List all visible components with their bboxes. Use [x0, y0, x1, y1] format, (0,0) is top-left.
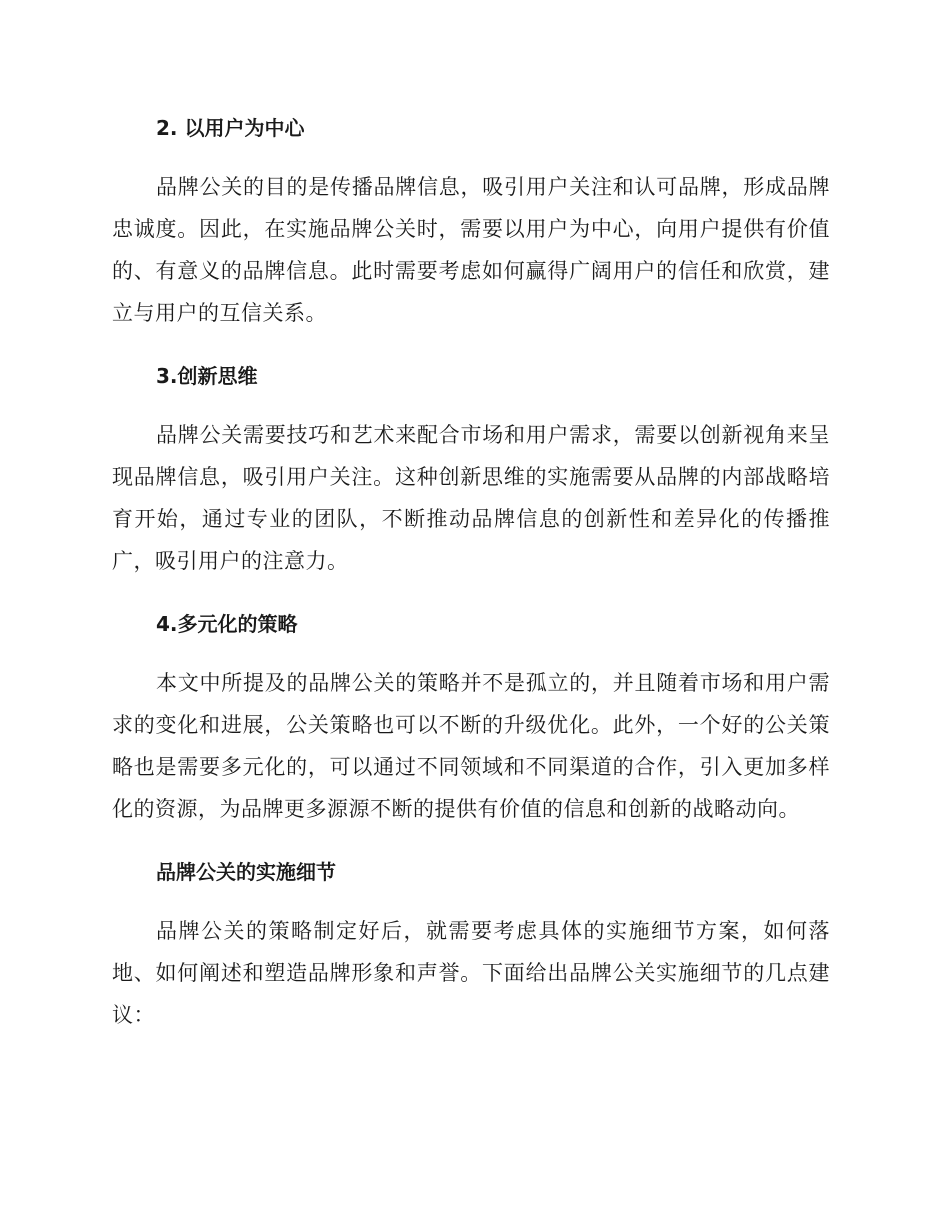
section-paragraph-innovative-thinking: 品牌公关需要技巧和艺术来配合市场和用户需求，需要以创新视角来呈现品牌信息，吸引用户关注。这种创新思维的实施需要从品牌的内部战略培育开始，通过专业的团队，不断推动品牌信息的创新性和差异化的传播推广，吸引用户的注意力。 — [112, 423, 830, 573]
section-heading-diversified-strategy: 4.多元化的策略 — [156, 612, 298, 636]
document-page — [112, 100, 830, 1036]
section-heading-implementation-details: 品牌公关的实施细节 — [156, 860, 336, 884]
section-heading-user-centric: 2. 以用户为中心 — [156, 116, 305, 140]
section-heading-innovative-thinking: 3.创新思维 — [156, 364, 258, 388]
section-paragraph-diversified-strategy: 本文中所提及的品牌公关的策略并不是孤立的，并且随着市场和用户需求的变化和进展，公关策略也可以不断的升级优化。此外，一个好的公关策略也是需要多元化的，可以通过不同领域和不同渠道的合作，引入更加多样化的资源，为品牌更多源源不断的提供有价值的信息和创新的战略动向。 — [112, 671, 830, 821]
section-paragraph-user-centric: 品牌公关的目的是传播品牌信息，吸引用户关注和认可品牌，形成品牌忠诚度。因此，在实施品牌公关时，需要以用户为中心，向用户提供有价值的、有意义的品牌信息。此时需要考虑如何赢得广阔用户的信任和欣赏，建立与用户的互信关系。 — [112, 175, 830, 325]
section-paragraph-implementation-details: 品牌公关的策略制定好后，就需要考虑具体的实施细节方案，如何落地、如何阐述和塑造品牌形象和声誉。下面给出品牌公关实施细节的几点建议： — [112, 919, 830, 1027]
